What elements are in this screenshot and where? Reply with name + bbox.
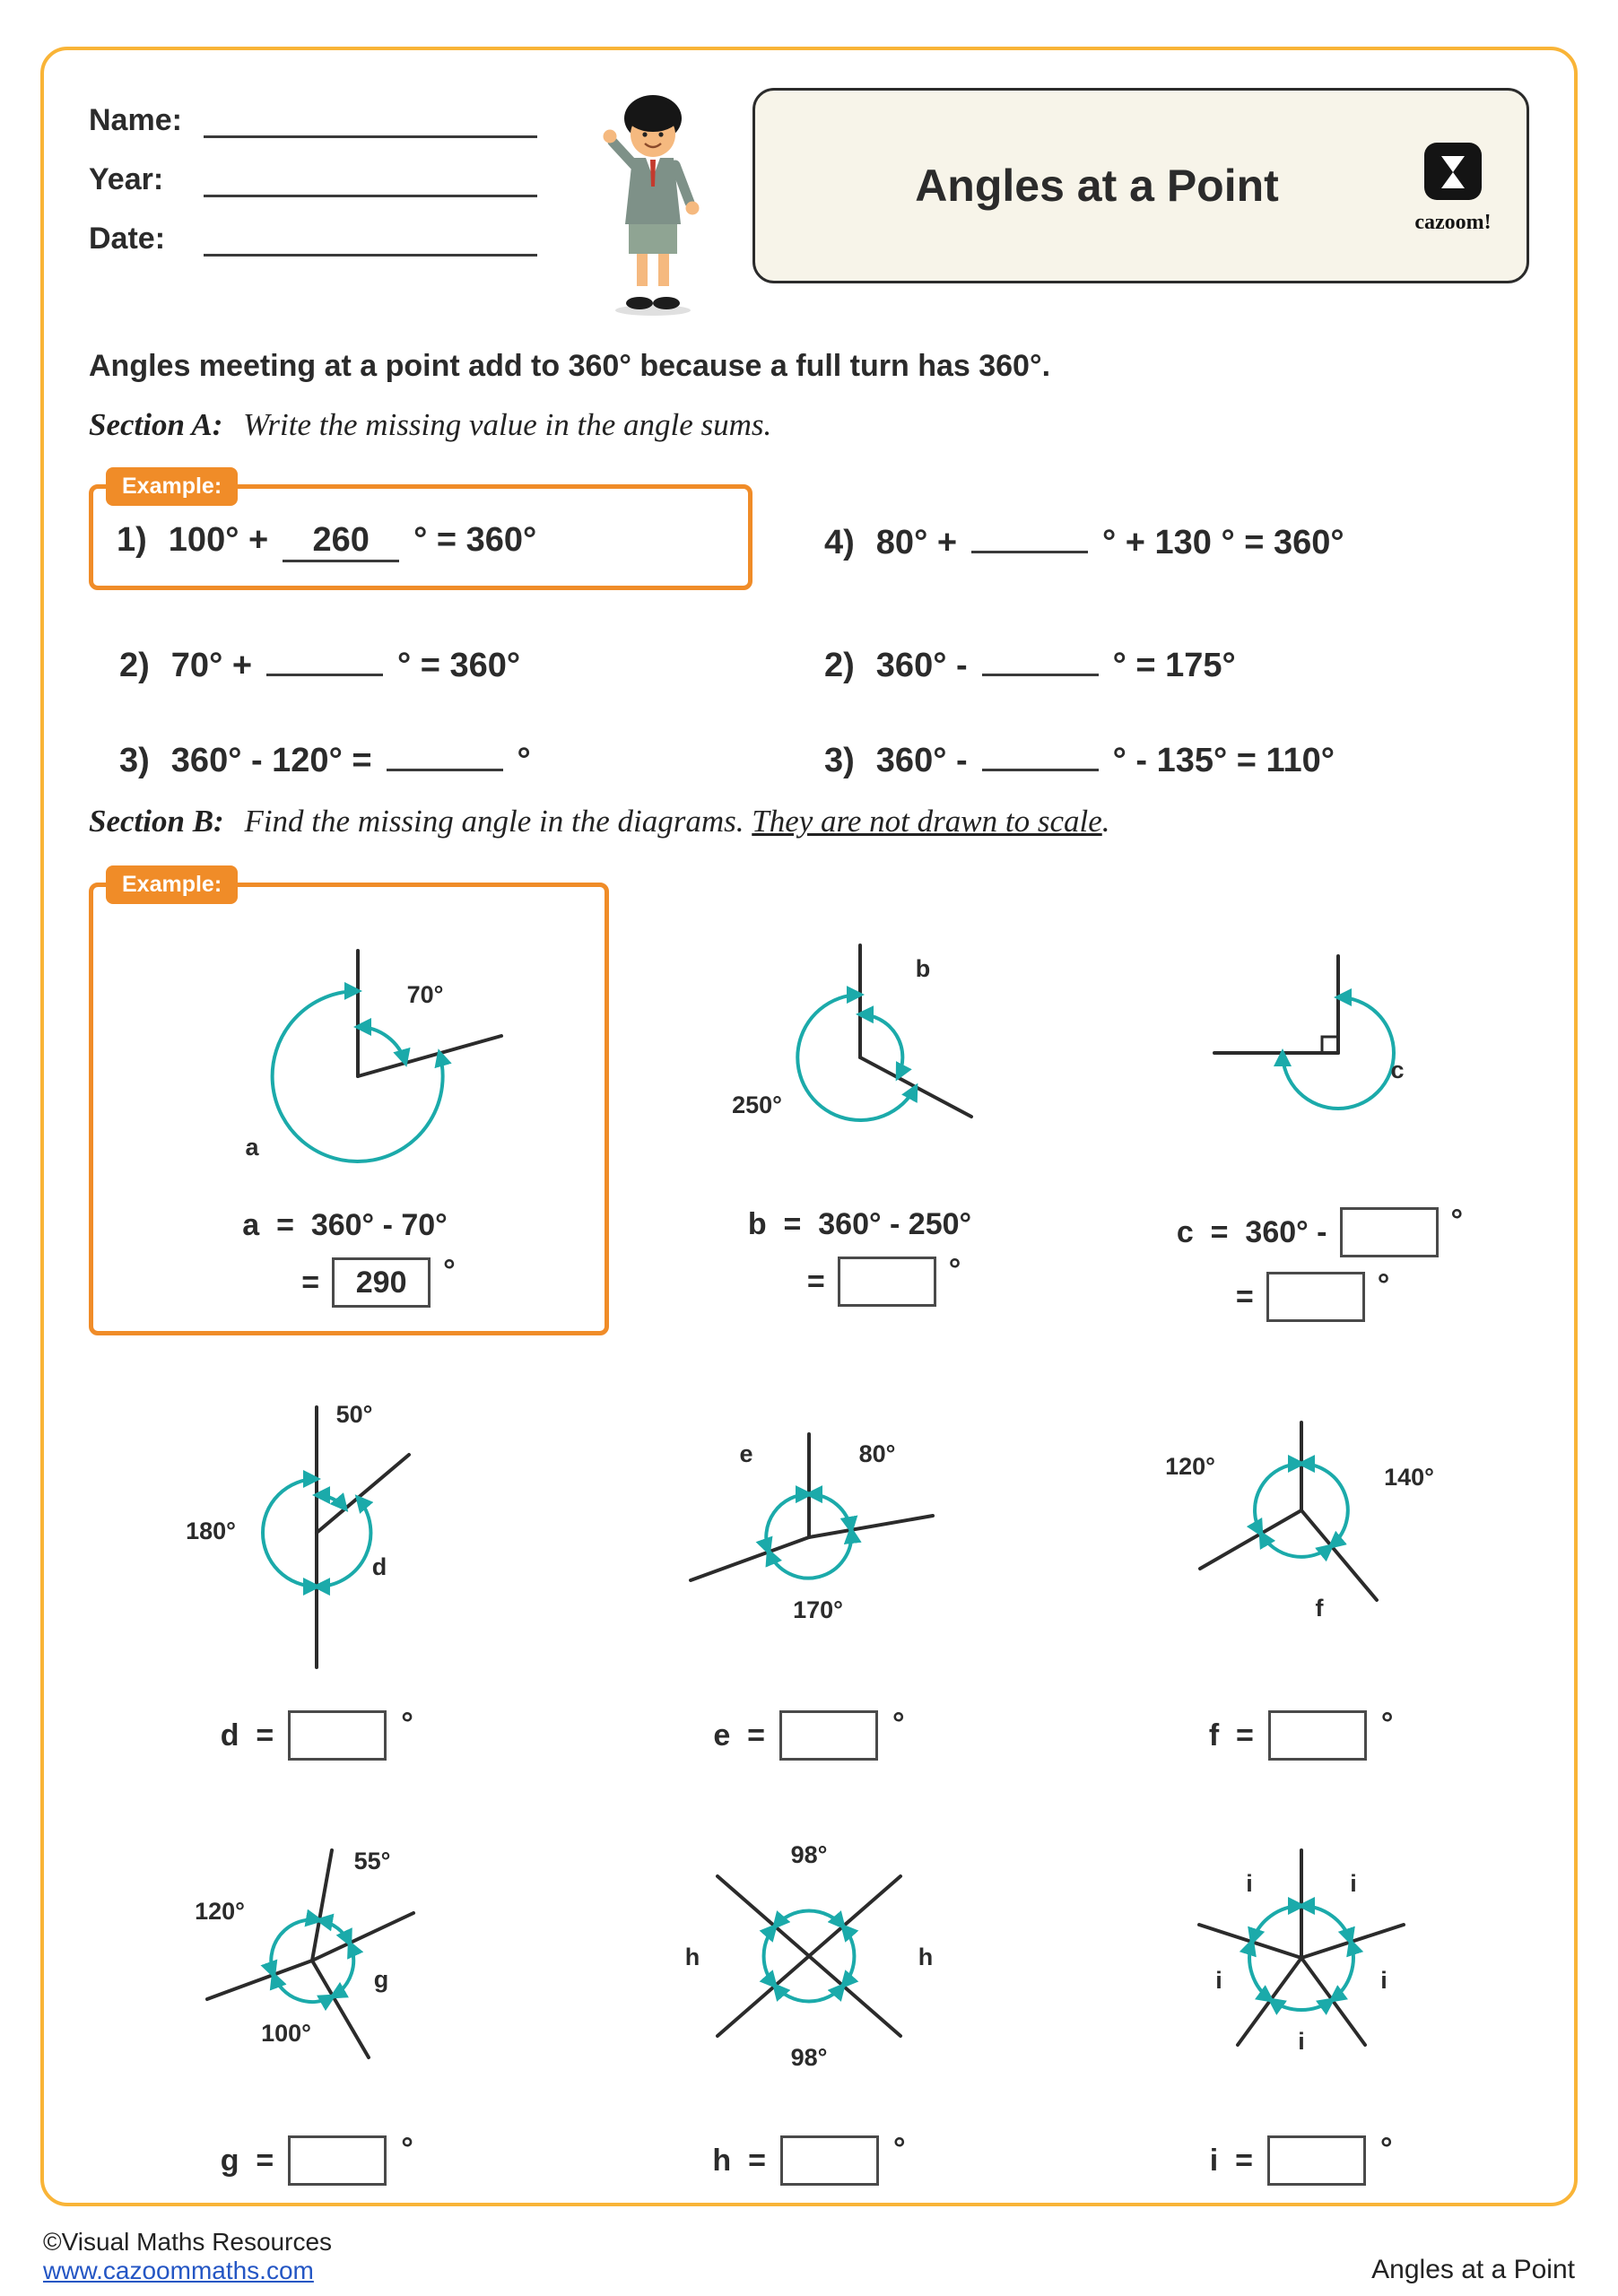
answer-eq: h =	[712, 2143, 766, 2178]
degree-sign: °	[401, 2132, 413, 2166]
diagram-a	[152, 924, 546, 1193]
angle-arc-e	[766, 1494, 809, 1552]
angle-var-label: h	[918, 1943, 934, 1970]
angle-var-label: i	[1379, 1967, 1387, 1994]
worksheet-title: Angles at a Point	[915, 161, 1279, 211]
cazoom-logo	[1403, 136, 1503, 235]
footer-title: Angles at a Point	[1371, 2255, 1575, 2284]
problem-b	[650, 883, 1069, 1335]
problem-text: 360° - 120° =	[170, 742, 372, 779]
diagram-g-line	[312, 1850, 332, 1961]
answer-blank-filled[interactable]: 260	[283, 521, 399, 562]
answer-eq: g =	[220, 2143, 274, 2178]
cazoom-logo-icon	[1418, 136, 1488, 206]
angle-var-label: d	[372, 1553, 387, 1580]
angle-label: 120°	[195, 1897, 246, 1925]
problem-text: 360° -	[875, 647, 968, 684]
section-b-row-2	[89, 1378, 1529, 1761]
angle-arc-180	[263, 1479, 317, 1587]
angle-var-label: c	[1389, 1057, 1405, 1083]
problem-text: ° = 360°	[413, 521, 537, 559]
diagram-b	[708, 923, 1013, 1192]
year-label: Year:	[89, 162, 164, 196]
degree-sign: °	[892, 1707, 905, 1741]
date-input-line[interactable]	[204, 219, 537, 257]
angle-arc-f	[1261, 1534, 1331, 1557]
degree-sign: °	[401, 1707, 413, 1741]
page-border	[40, 47, 1578, 2206]
problem-text: 360° -	[875, 742, 968, 779]
angle-arc-98-bottom	[775, 1986, 843, 2002]
angle-arc-70	[358, 1027, 405, 1063]
section-a-label: Section A:	[89, 407, 223, 442]
footer	[43, 2228, 1575, 2285]
angle-arc-i	[1332, 1942, 1353, 2000]
angle-label: 98°	[790, 1840, 828, 1868]
section-b-instruction-post: .	[1101, 804, 1110, 839]
angle-label: 120°	[1164, 1453, 1215, 1480]
answer-eq: e =	[713, 1718, 766, 1752]
problem-i	[1073, 1804, 1529, 2186]
answer-blank[interactable]	[971, 512, 1088, 553]
intro-text: Angles meeting at a point add to 360° because a full turn has 360°.	[89, 349, 1051, 383]
example-box-a	[89, 474, 752, 590]
date-label: Date:	[89, 222, 166, 256]
angle-arc-i	[1249, 1942, 1271, 2000]
section-b-instruction-underline: They are not drawn to scale	[752, 804, 1102, 839]
diagram-a-line	[358, 1036, 501, 1076]
angle-arc-80	[809, 1494, 851, 1530]
degree-sign: °	[948, 1253, 961, 1287]
diagram-d-line	[317, 1455, 409, 1533]
diagram-i-line	[1301, 1958, 1365, 2045]
diagram-g-line	[312, 1961, 369, 2057]
angle-label: 50°	[335, 1401, 373, 1428]
section-a-problems	[89, 474, 1529, 780]
answer-eq: f =	[1208, 1718, 1254, 1752]
problem-number: 3)	[824, 742, 855, 779]
angle-label: 250°	[731, 1091, 782, 1118]
diagram-f-line	[1200, 1510, 1301, 1569]
example-box-b	[89, 872, 609, 1335]
diagram-f	[1149, 1403, 1454, 1663]
diagram-d	[164, 1385, 469, 1681]
name-input-line[interactable]	[204, 100, 537, 138]
angle-var-label: g	[374, 1965, 389, 1993]
equals-sign: =	[1235, 1279, 1254, 1314]
angle-var-label: b	[915, 955, 930, 982]
problem-h	[581, 1804, 1038, 2186]
problem-a4	[824, 512, 1529, 562]
problem-text: ° = 360°	[397, 647, 521, 684]
diagram-i	[1149, 1823, 1454, 2092]
angle-label: 55°	[353, 1847, 391, 1874]
year-input-line[interactable]	[204, 160, 537, 197]
answer-blank[interactable]	[982, 635, 1099, 676]
angle-label: 180°	[186, 1518, 237, 1544]
section-a-heading	[89, 407, 1529, 443]
degree-sign: °	[443, 1254, 456, 1288]
angle-var-label: a	[245, 1134, 259, 1161]
angle-label: 100°	[261, 2019, 312, 2047]
diagram-i-line	[1238, 1958, 1301, 2045]
section-b-heading	[89, 804, 1529, 839]
diagram-g-line	[312, 1913, 413, 1961]
problem-number: 4)	[824, 524, 855, 561]
section-b-instruction	[244, 804, 1109, 839]
answer-box-f[interactable]	[1268, 1710, 1367, 1761]
example-tab-b: Example:	[106, 865, 238, 904]
cazoom-logo-text: cazoom!	[1414, 211, 1492, 234]
problem-c	[1110, 883, 1529, 1335]
problem-a3-left	[89, 730, 752, 780]
angle-arc-i	[1252, 1906, 1301, 1942]
angle-arc-i	[1271, 2000, 1332, 2010]
title-box	[752, 88, 1529, 283]
answer-blank[interactable]	[387, 730, 503, 771]
problem-text: 100° +	[168, 521, 269, 559]
angle-var-label: i	[1297, 2028, 1305, 2055]
angle-arc-98-top	[775, 1910, 843, 1926]
problem-number: 1)	[117, 521, 147, 559]
section-b-row-1	[89, 872, 1529, 1335]
answer-blank[interactable]	[982, 730, 1099, 771]
angle-arc-i	[1301, 1906, 1351, 1942]
equals-sign: =	[806, 1264, 825, 1299]
diagram-h	[657, 1831, 961, 2086]
answer-box-b[interactable]	[838, 1257, 936, 1307]
problem-a2-left	[89, 635, 752, 685]
angle-label: 170°	[793, 1596, 843, 1623]
problem-g	[89, 1804, 545, 2186]
angle-arc-g	[333, 1944, 353, 1996]
student-illustration	[586, 88, 720, 317]
problem-number: 2)	[824, 647, 855, 684]
angle-var-label: e	[739, 1440, 753, 1467]
working-line: b = 360° - 250°	[747, 1207, 972, 1241]
answer-box-g[interactable]	[288, 2135, 387, 2186]
problem-a2-right	[824, 635, 1529, 685]
working-line: c = 360° -	[1176, 1214, 1327, 1249]
answer-box-a[interactable]: 290	[332, 1257, 431, 1308]
answer-box-c1[interactable]	[1340, 1207, 1439, 1257]
student-fields	[89, 88, 573, 278]
problem-text: ° + 130 ° = 360°	[1102, 524, 1344, 561]
angle-arc-250	[797, 995, 916, 1120]
angle-var-label: i	[1245, 1870, 1253, 1897]
degree-sign: °	[1379, 2132, 1393, 2166]
section-b-instruction-pre: Find the missing angle in the diagrams.	[244, 804, 752, 839]
problem-text: °	[517, 742, 531, 779]
degree-sign: °	[892, 2132, 906, 2166]
answer-box-d[interactable]	[288, 1710, 387, 1761]
angle-arc-50	[317, 1495, 345, 1509]
problem-number: 3)	[119, 742, 150, 779]
angle-label: 140°	[1383, 1464, 1434, 1491]
angle-label: 98°	[790, 2043, 828, 2071]
angle-var-label: i	[1349, 1870, 1357, 1897]
problem-number: 2)	[119, 647, 150, 684]
diagram-c	[1168, 936, 1473, 1178]
angle-arc-140	[1301, 1464, 1348, 1546]
answer-box-i[interactable]	[1267, 2135, 1366, 2186]
angle-label: 70°	[406, 981, 444, 1008]
degree-sign: °	[1377, 1268, 1390, 1302]
problem-text: 70° +	[170, 647, 253, 684]
angle-arc-h-right	[843, 1926, 854, 1986]
degree-sign: °	[1380, 1707, 1394, 1741]
problem-f	[1073, 1378, 1529, 1761]
problem-text: ° - 135° = 110°	[1112, 742, 1335, 779]
degree-sign: °	[1450, 1204, 1464, 1238]
angle-arc-55	[319, 1920, 350, 1944]
diagram-g-line	[207, 1961, 312, 1999]
angle-var-label: h	[684, 1943, 700, 1970]
problem-a3-right	[824, 730, 1529, 780]
diagram-e-line	[809, 1516, 933, 1537]
answer-box-h[interactable]	[780, 2135, 879, 2186]
footer-copyright: ©Visual Maths Resources	[43, 2228, 333, 2256]
answer-eq: i =	[1209, 2143, 1253, 2178]
name-label: Name:	[89, 103, 182, 137]
equals-sign: =	[301, 1265, 320, 1300]
diagram-e	[657, 1412, 961, 1654]
answer-blank[interactable]	[266, 635, 383, 676]
right-angle-marker	[1322, 1037, 1338, 1053]
angle-arc-h-left	[764, 1926, 775, 1986]
example-tab-a: Example:	[106, 467, 238, 506]
answer-eq: d =	[220, 1718, 274, 1752]
section-a-instruction: Write the missing value in the angle sums.	[243, 407, 772, 442]
angle-var-label: f	[1315, 1595, 1324, 1622]
angle-var-label: i	[1214, 1967, 1222, 1994]
problem-d	[89, 1378, 545, 1761]
problem-a1	[117, 521, 725, 562]
problem-e	[581, 1378, 1038, 1761]
angle-label: 80°	[858, 1440, 896, 1467]
problem-text: 80° +	[875, 524, 958, 561]
diagram-g	[164, 1826, 469, 2091]
footer-link[interactable]: www.cazoommaths.com	[43, 2257, 314, 2284]
header	[89, 88, 1529, 317]
answer-box-e[interactable]	[779, 1710, 878, 1761]
section-b-row-3	[89, 1804, 1529, 2186]
answer-box-c2[interactable]	[1266, 1272, 1365, 1322]
working-line: a = 360° - 70°	[242, 1208, 448, 1242]
section-b-label: Section B:	[89, 804, 224, 839]
problem-text: ° = 175°	[1112, 647, 1236, 684]
